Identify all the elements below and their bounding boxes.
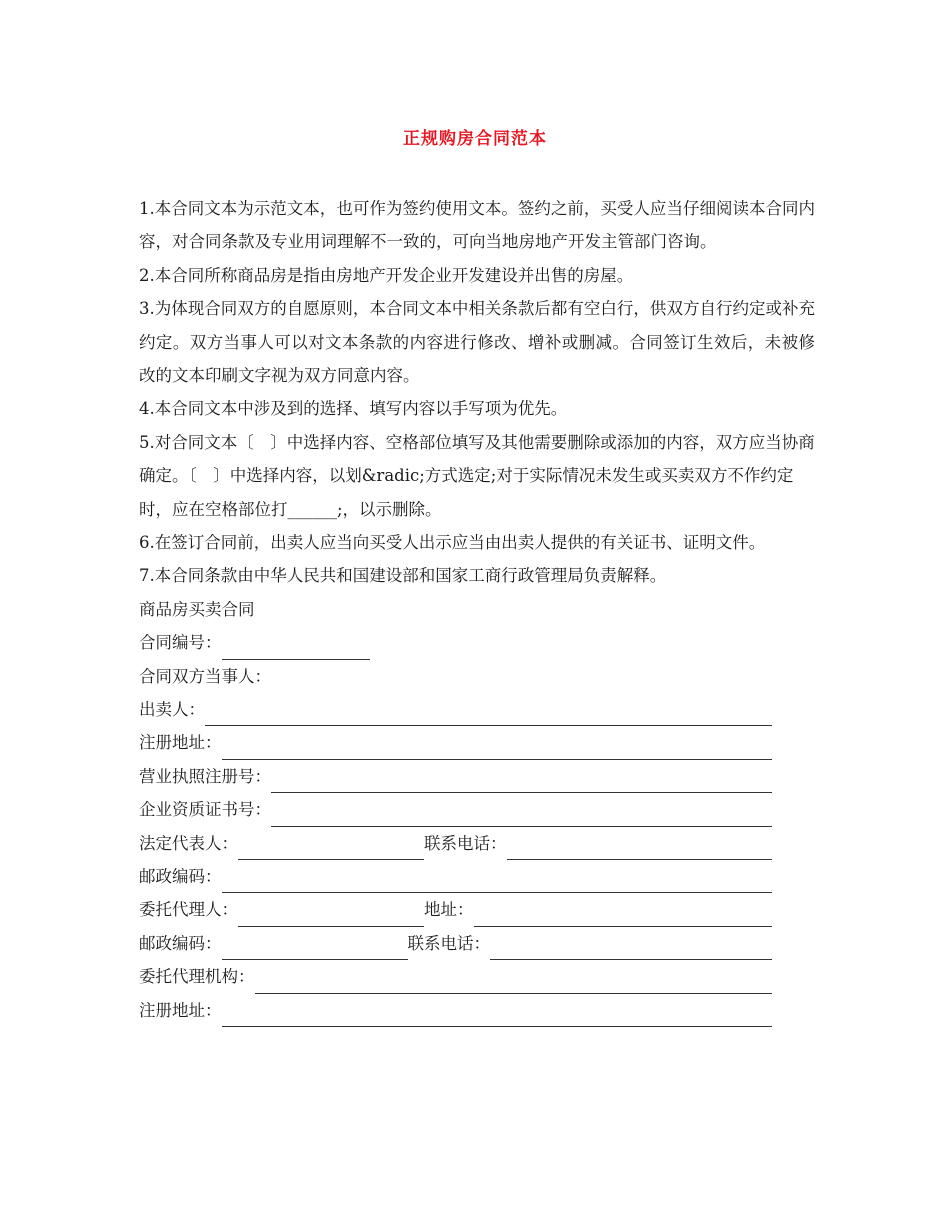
seller-blank[interactable] bbox=[205, 701, 772, 726]
phone-blank[interactable] bbox=[507, 835, 773, 860]
legal-representative-blank[interactable] bbox=[238, 835, 424, 860]
contract-number-row bbox=[139, 626, 815, 659]
agency-blank[interactable] bbox=[255, 969, 773, 994]
license-number-row bbox=[139, 760, 815, 793]
seller-row bbox=[139, 693, 815, 726]
registered-address-row-2 bbox=[139, 994, 815, 1027]
clause-6: 6.在签订合同前，出卖人应当向买受人出示应当由出卖人提供的有关证书、证明文件。 bbox=[139, 533, 766, 553]
agent-row bbox=[139, 893, 815, 926]
license-number-label: 营业执照注册号： bbox=[139, 766, 271, 786]
registered-address-blank[interactable] bbox=[222, 735, 773, 760]
clause-3: 3.为体现合同双方的自愿原则，本合同文本中相关条款后都有空白行，供双方自行约定或补充约定。双方当事人可以对文本条款的内容进行修改、增补或删减。合同签订生效后，未被修改的文本印刷文字视为双方同意内容。 bbox=[139, 299, 815, 386]
qualification-number-blank[interactable] bbox=[271, 802, 772, 827]
contract-number-blank[interactable] bbox=[222, 635, 370, 660]
address-blank[interactable] bbox=[474, 902, 773, 927]
clause-2: 2.本合同所称商品房是指由房地产开发企业开发建设并出售的房屋。 bbox=[139, 265, 634, 285]
registered-address-blank-2[interactable] bbox=[222, 1002, 773, 1027]
postcode-row bbox=[139, 860, 815, 893]
legal-representative-label: 法定代表人： bbox=[139, 833, 238, 853]
phone-label-2: 联系电话： bbox=[407, 933, 490, 953]
agent-label: 委托代理人： bbox=[139, 900, 238, 920]
clause-4: 4.本合同文本中涉及到的选择、填写内容以手写项为优先。 bbox=[139, 399, 568, 419]
phone-blank-2[interactable] bbox=[490, 935, 772, 960]
agency-label: 委托代理机构： bbox=[139, 967, 255, 987]
postcode-blank[interactable] bbox=[222, 868, 773, 893]
seller-label: 出卖人： bbox=[139, 700, 205, 720]
postcode-label: 邮政编码： bbox=[139, 867, 222, 887]
registered-address-label: 注册地址： bbox=[139, 733, 222, 753]
license-number-blank[interactable] bbox=[271, 768, 772, 793]
qualification-number-row bbox=[139, 793, 815, 826]
qualification-number-label: 企业资质证书号： bbox=[139, 800, 271, 820]
registered-address-row bbox=[139, 726, 815, 759]
clause-1: 1.本合同文本为示范文本，也可作为签约使用文本。签约之前，买受人应当仔细阅读本合同内容，对合同条款及专业用词理解不一致的，可向当地房地产开发主管部门咨询。 bbox=[139, 199, 815, 252]
registered-address-label-2: 注册地址： bbox=[139, 1000, 222, 1020]
agent-blank[interactable] bbox=[238, 902, 424, 927]
phone-label: 联系电话： bbox=[424, 833, 507, 853]
document-title: 正规购房合同范本 bbox=[403, 129, 547, 149]
contract-number-label: 合同编号： bbox=[139, 633, 222, 653]
parties-label: 合同双方当事人： bbox=[139, 666, 271, 686]
contract-title: 商品房买卖合同 bbox=[139, 599, 255, 619]
postcode-label-2: 邮政编码： bbox=[139, 933, 222, 953]
address-label: 地址： bbox=[424, 900, 474, 920]
document-body bbox=[139, 192, 815, 1027]
postcode-phone-row bbox=[139, 927, 815, 960]
clause-5: 5.对合同文本〔 〕中选择内容、空格部位填写及其他需要删除或添加的内容，双方应当协商确定。〔 〕中选择内容，以划&radic;方式选定;对于实际情况未发生或买卖双方不作约定时，应在空格部位打______;，以示删除。 bbox=[139, 432, 815, 519]
legal-representative-row bbox=[139, 827, 815, 860]
clause-7: 7.本合同条款由中华人民共和国建设部和国家工商行政管理局负责解释。 bbox=[139, 566, 667, 586]
agency-row bbox=[139, 960, 815, 993]
postcode-blank-2[interactable] bbox=[222, 935, 408, 960]
